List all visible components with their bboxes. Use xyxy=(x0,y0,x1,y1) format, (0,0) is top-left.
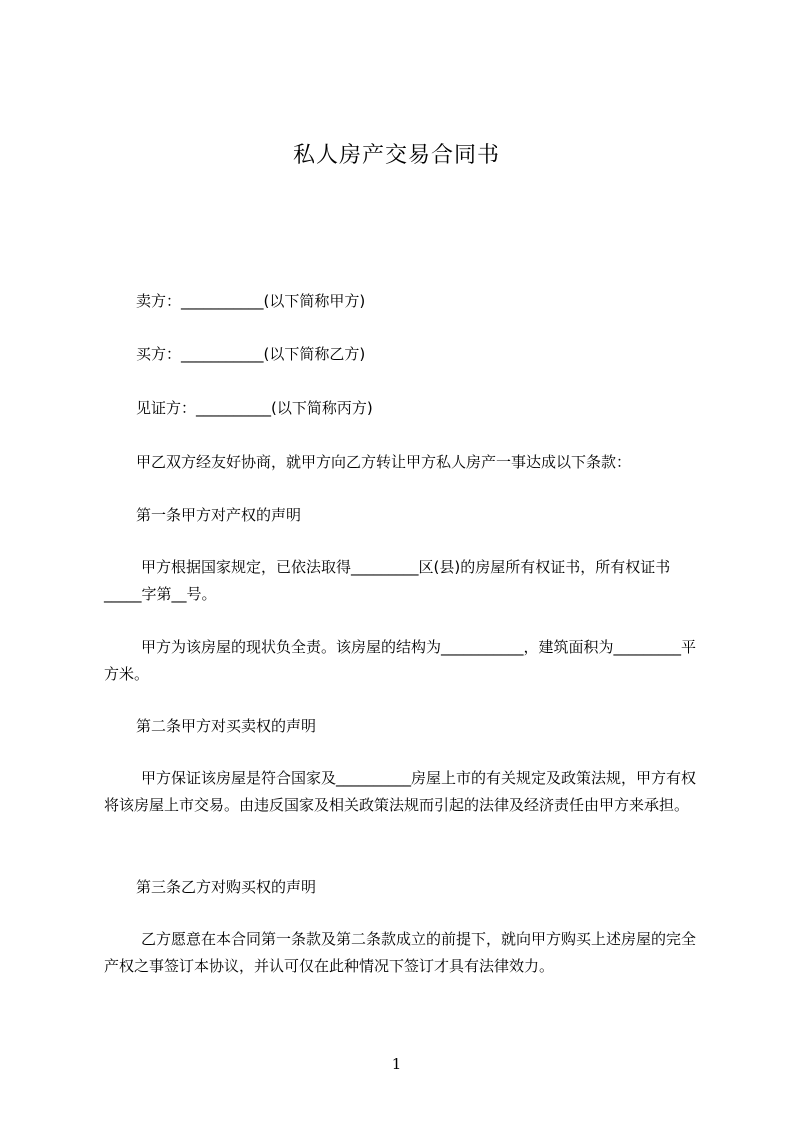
article-1-paragraph-2-text: 甲方为该房屋的现状负全责。该房屋的结构为___________，建筑面积为_________平方米。 xyxy=(104,638,697,683)
article-1-paragraph-1-text: 甲方根据国家规定，已依法取得_________区(县)的房屋所有权证书，所有权证书_____字第__号。 xyxy=(104,558,671,603)
article-1-paragraph-1 xyxy=(104,554,704,608)
page-number: 1 xyxy=(391,1055,402,1073)
article-3-paragraph-1 xyxy=(104,926,704,980)
article-2-heading: 第二条甲方对买卖权的声明 xyxy=(136,717,317,735)
article-2-paragraph-1-text: 甲方保证该房屋是符合国家及__________房屋上市的有关规定及政策法规，甲方有权将该房屋上市交易。由违反国家及相关政策法规而引起的法律及经济责任由甲方来承担。 xyxy=(104,769,697,814)
article-3-paragraph-1-text: 乙方愿意在本合同第一条款及第二条款成立的前提下，就向甲方购买上述房屋的完全产权之事签订本协议，并认可仅在此种情况下签订才具有法律效力。 xyxy=(104,930,697,975)
article-1-heading: 第一条甲方对产权的声明 xyxy=(136,506,302,524)
article-2-paragraph-1 xyxy=(104,765,704,819)
intro-paragraph: 甲乙双方经友好协商，就甲方向乙方转让甲方私人房产一事达成以下条款： xyxy=(136,453,632,471)
article-3-heading: 第三条乙方对购买权的声明 xyxy=(136,878,317,896)
seller-line: 卖方：___________(以下简称甲方) xyxy=(136,292,366,310)
article-1-paragraph-2 xyxy=(104,634,704,688)
buyer-line: 买方：___________(以下简称乙方) xyxy=(136,345,366,363)
witness-line: 见证方：__________(以下简称丙方) xyxy=(136,399,373,417)
document-title: 私人房产交易合同书 xyxy=(292,143,500,168)
